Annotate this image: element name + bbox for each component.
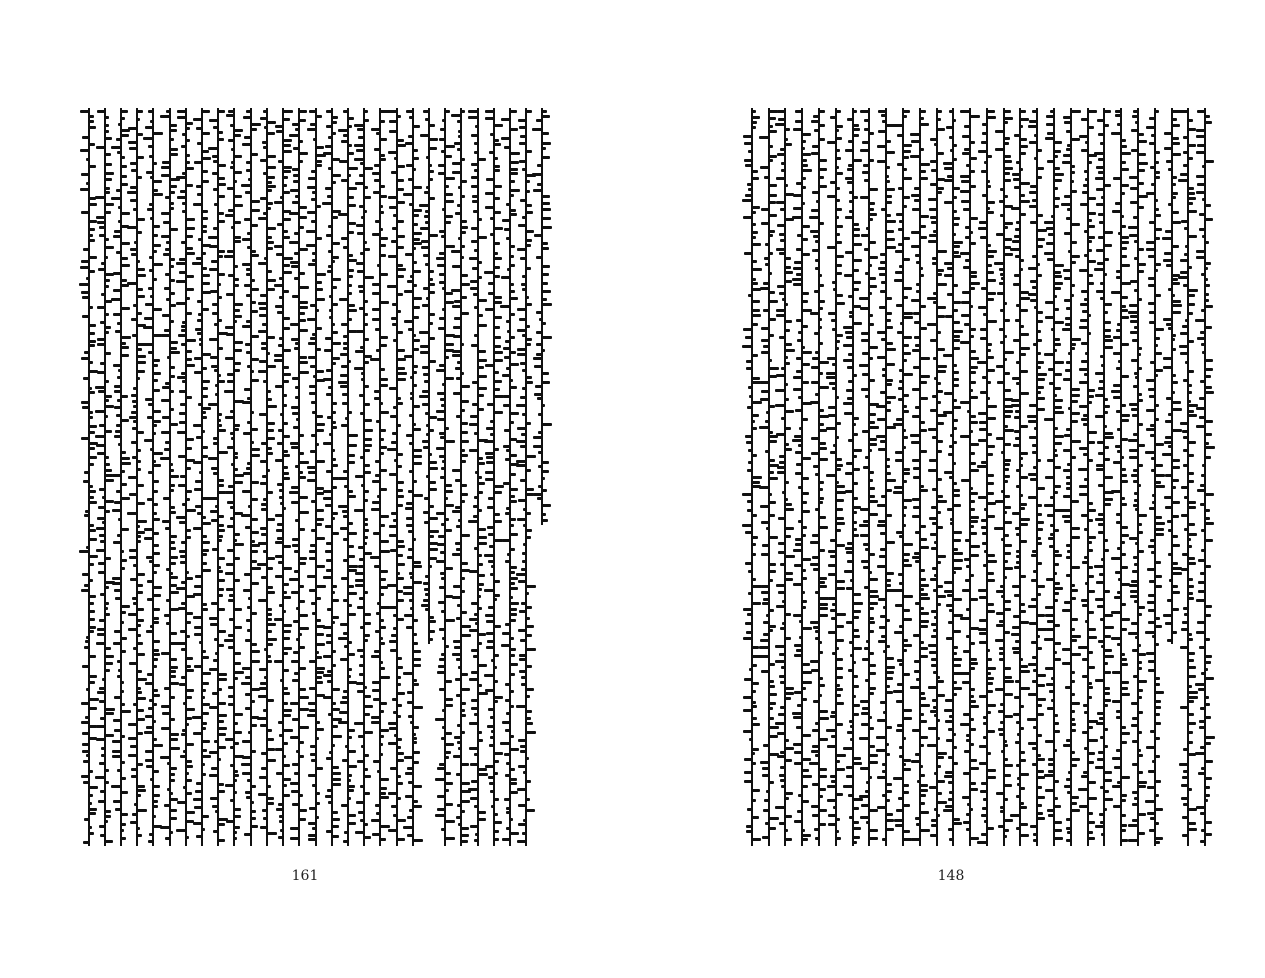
- text-column: [1065, 108, 1076, 846]
- right-page-number: 148: [937, 868, 965, 884]
- right-page-text-block: [743, 108, 1213, 853]
- text-column: [504, 108, 515, 846]
- text-column: [1182, 108, 1193, 846]
- text-column: [863, 108, 874, 846]
- text-column: [981, 108, 992, 846]
- text-column: [293, 108, 304, 846]
- text-column: [847, 108, 858, 846]
- text-column: [99, 108, 110, 846]
- text-column: [83, 108, 94, 846]
- text-column: [374, 108, 385, 846]
- text-column: [358, 108, 369, 846]
- text-column: [261, 108, 272, 846]
- text-column: [813, 108, 824, 846]
- text-column: [342, 108, 353, 846]
- left-page-text-block: [80, 108, 550, 853]
- text-column: [147, 108, 158, 846]
- text-column: [310, 108, 321, 846]
- text-column: [326, 108, 337, 846]
- text-column: [455, 108, 466, 846]
- text-column: [520, 108, 531, 846]
- text-column: [1031, 108, 1042, 846]
- text-column: [947, 108, 958, 846]
- text-column: [1199, 108, 1210, 846]
- left-page: [0, 0, 632, 978]
- text-column: [914, 108, 925, 846]
- text-column: [196, 108, 207, 846]
- text-column: [212, 108, 223, 846]
- text-column: [746, 108, 757, 846]
- text-column: [998, 108, 1009, 846]
- right-page: [633, 0, 1265, 978]
- text-column: [423, 108, 434, 644]
- text-column: [228, 108, 239, 846]
- text-column: [830, 108, 841, 846]
- text-column: [1115, 108, 1126, 846]
- text-column: [245, 108, 256, 846]
- text-column: [897, 108, 908, 846]
- text-column: [796, 108, 807, 846]
- text-column: [164, 108, 175, 846]
- text-column: [1082, 108, 1093, 846]
- text-column: [131, 108, 142, 846]
- text-column: [407, 108, 418, 846]
- text-column: [931, 108, 942, 846]
- text-column: [115, 108, 126, 846]
- text-column: [180, 108, 191, 846]
- text-column: [472, 108, 483, 846]
- left-page-number: 161: [291, 868, 319, 884]
- text-column: [779, 108, 790, 846]
- text-column: [763, 108, 774, 846]
- text-column: [1132, 108, 1143, 846]
- text-column: [391, 108, 402, 846]
- text-column: [488, 108, 499, 846]
- text-column: [1048, 108, 1059, 846]
- text-column: [1014, 108, 1025, 846]
- text-column: [964, 108, 975, 846]
- text-column: [880, 108, 891, 846]
- text-column: [536, 108, 547, 525]
- text-column: [439, 108, 450, 846]
- text-column: [1166, 108, 1177, 644]
- text-column: [277, 108, 288, 846]
- text-column: [1098, 108, 1109, 846]
- text-column: [1149, 108, 1160, 846]
